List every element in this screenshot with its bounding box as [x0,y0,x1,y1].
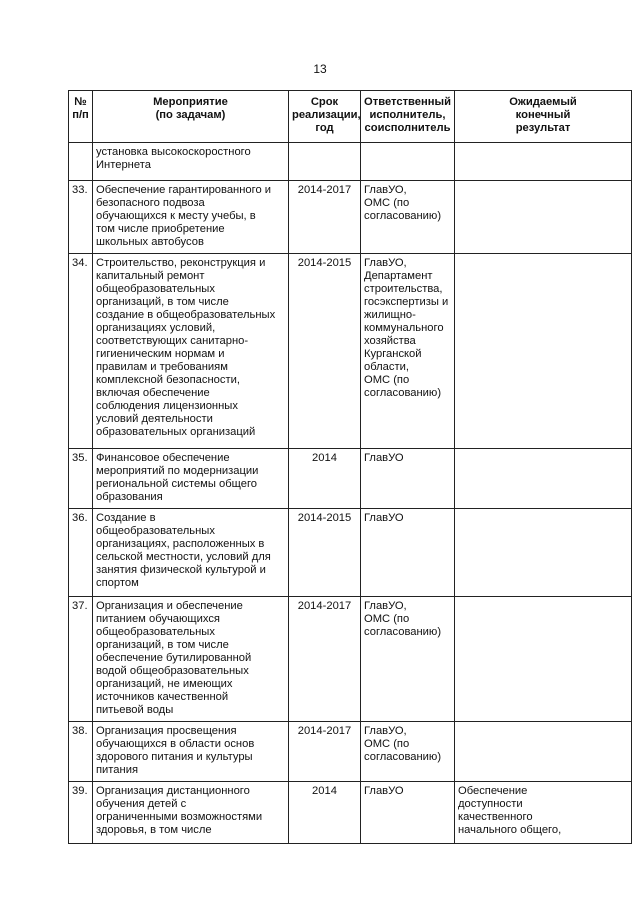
row-num: 35. [69,449,93,509]
row-activity: Финансовое обеспечение мероприятий по модернизации региональной системы общего образования [93,449,289,509]
row-result [455,143,632,181]
header-term: Срок реализации, год [289,91,361,143]
row-responsible: ГлавУО, Департамент строительства, госэкспертизы и жилищно- коммунального хозяйства Курганской области, ОМС (по согласованию) [361,254,455,449]
row-term: 2014-2015 [289,509,361,597]
row-term: 2014 [289,782,361,844]
row-num: 34. [69,254,93,449]
row-activity: Строительство, реконструкция и капитальный ремонт общеобразовательных организаций, в том числе создание в общеобразовательных организациях условий, соответствующих санитарно- гигиеническим нормам и правилам и требованиям комплексной безопасности, включая обеспечение соблюдения лицензионных условий деятельности образовательных организаций [93,254,289,449]
row-result [455,597,632,722]
table-header-row [69,91,632,143]
table-row [69,181,632,254]
table-row [69,782,632,844]
row-term: 2014-2017 [289,722,361,782]
row-responsible: ГлавУО, ОМС (по согласованию) [361,597,455,722]
header-activity: Мероприятие (по задачам) [93,91,289,143]
row-result [455,449,632,509]
row-result: Обеспечение доступности качественного начального общего, [455,782,632,844]
row-result [455,722,632,782]
table-row [69,449,632,509]
row-num: 39. [69,782,93,844]
row-term: 2014-2017 [289,597,361,722]
row-activity: Обеспечение гарантированного и безопасного подвоза обучающихся к месту учебы, в том числе приобретение школьных автобусов [93,181,289,254]
row-term [289,143,361,181]
measures-table [68,90,632,844]
row-result [455,509,632,597]
row-result [455,181,632,254]
row-activity: Создание в общеобразовательных организациях, расположенных в сельской местности, условий для занятия физической культурой и спортом [93,509,289,597]
row-responsible: ГлавУО, ОМС (по согласованию) [361,181,455,254]
row-activity: Организация дистанционного обучения детей с ограниченными возможностями здоровья, в том числе [93,782,289,844]
row-num: 33. [69,181,93,254]
row-responsible [361,143,455,181]
row-term: 2014 [289,449,361,509]
table-row [69,143,632,181]
table-row [69,254,632,449]
row-result [455,254,632,449]
table-row [69,597,632,722]
row-activity: установка высокоскоростного Интернета [93,143,289,181]
table-row [69,722,632,782]
row-responsible: ГлавУО [361,509,455,597]
row-num: 37. [69,597,93,722]
header-result: Ожидаемый конечный результат [455,91,632,143]
row-responsible: ГлавУО [361,782,455,844]
row-term: 2014-2017 [289,181,361,254]
row-responsible: ГлавУО [361,449,455,509]
header-num: № п/п [69,91,93,143]
row-activity: Организация просвещения обучающихся в области основ здорового питания и культуры питания [93,722,289,782]
page-number: 13 [313,62,327,76]
row-num: 38. [69,722,93,782]
row-term: 2014-2015 [289,254,361,449]
row-responsible: ГлавУО, ОМС (по согласованию) [361,722,455,782]
row-activity: Организация и обеспечение питанием обучающихся общеобразовательных организаций, в том числе обеспечение бутилированной водой общеобразовательных организаций, не имеющих источников качественной питьевой воды [93,597,289,722]
table-row [69,509,632,597]
row-num [69,143,93,181]
header-responsible: Ответственный исполнитель, соисполнитель [361,91,455,143]
row-num: 36. [69,509,93,597]
